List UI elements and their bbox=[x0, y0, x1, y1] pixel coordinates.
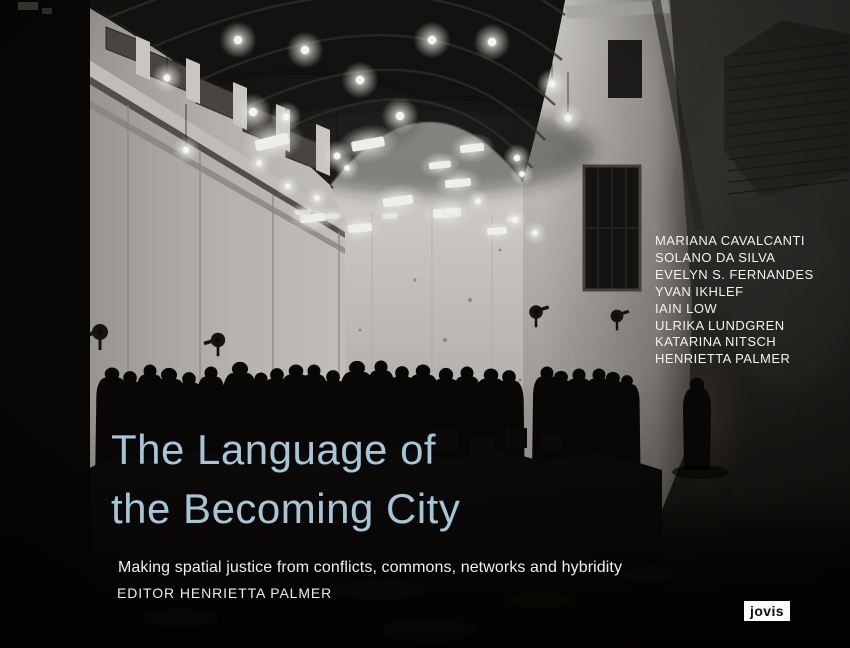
author-name: ULRIKA LUNDGREN bbox=[655, 317, 785, 333]
author-name: EVELYN S. FERNANDES bbox=[655, 266, 814, 282]
author-name: HENRIETTA PALMER bbox=[655, 351, 791, 367]
author-name: MARIANA CAVALCANTI bbox=[655, 233, 805, 248]
publisher-logo: jovis bbox=[744, 601, 790, 621]
author-name: SOLANO DA SILVA bbox=[655, 249, 776, 265]
title-line-1: The Language of bbox=[111, 426, 437, 473]
title-line-2: the Becoming City bbox=[111, 484, 461, 532]
author-name: IAIN LOW bbox=[655, 300, 718, 316]
author-name: YVAN IKHLEF bbox=[655, 283, 744, 299]
author-name: KATARINA NITSCH bbox=[655, 334, 777, 350]
cover-subtitle: Making spatial justice from conflicts, commons, networks and hybridity bbox=[118, 559, 623, 576]
cover-title bbox=[111, 421, 460, 538]
editor-credit: EDITOR HENRIETTA PALMER bbox=[117, 585, 333, 601]
author-list bbox=[655, 233, 814, 368]
